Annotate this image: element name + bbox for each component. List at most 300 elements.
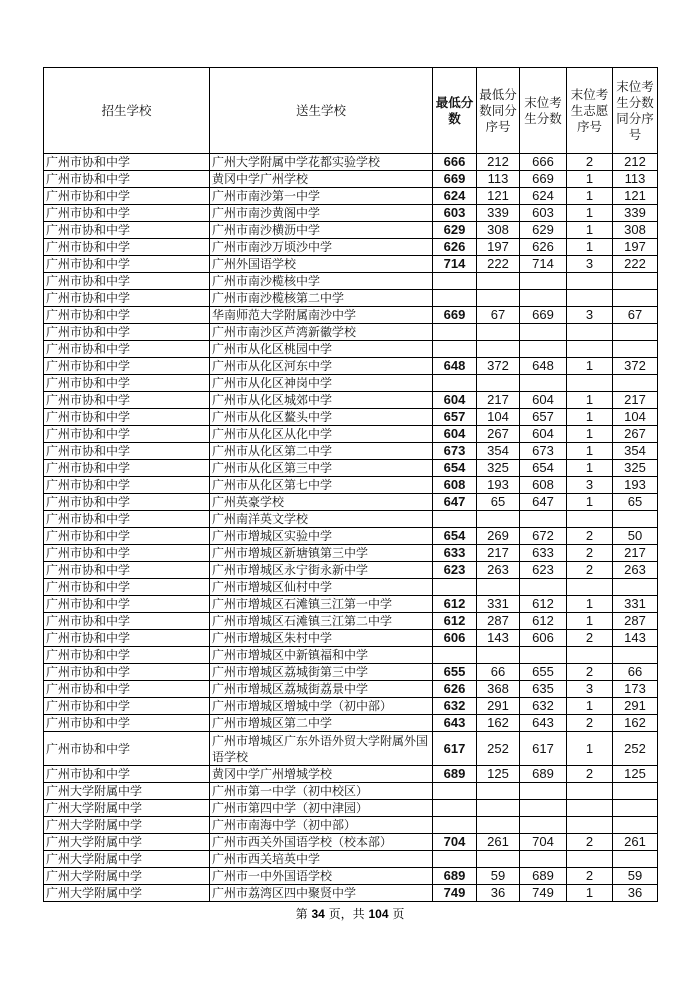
last-score xyxy=(520,579,567,596)
table-row xyxy=(44,443,658,460)
min-score: 749 xyxy=(433,885,477,902)
sending-school: 广州市增城区荔城街第三中学 xyxy=(210,664,433,681)
table-row xyxy=(44,375,658,392)
last-score: 666 xyxy=(520,154,567,171)
table-row xyxy=(44,307,658,324)
table-row xyxy=(44,596,658,613)
min-score: 669 xyxy=(433,171,477,188)
sending-school: 广州市从化区第七中学 xyxy=(210,477,433,494)
table-row xyxy=(44,681,658,698)
last-score: 606 xyxy=(520,630,567,647)
last-score-rank xyxy=(613,290,658,307)
sending-school: 广州市从化区河东中学 xyxy=(210,358,433,375)
min-score-rank: 36 xyxy=(477,885,520,902)
table-row xyxy=(44,154,658,171)
sending-school: 广州市增城区中新镇福和中学 xyxy=(210,647,433,664)
recruiting-school: 广州市协和中学 xyxy=(44,562,210,579)
min-score-rank: 331 xyxy=(477,596,520,613)
recruiting-school: 广州市协和中学 xyxy=(44,409,210,426)
recruiting-school: 广州市协和中学 xyxy=(44,630,210,647)
min-score xyxy=(433,273,477,290)
last-score-rank: 291 xyxy=(613,698,658,715)
min-score: 629 xyxy=(433,222,477,239)
sending-school: 广州市从化区从化中学 xyxy=(210,426,433,443)
last-score-rank: 143 xyxy=(613,630,658,647)
recruiting-school: 广州市协和中学 xyxy=(44,392,210,409)
column-header: 末位考生志愿序号 xyxy=(567,68,613,154)
last-choice-order: 2 xyxy=(567,154,613,171)
last-score: 604 xyxy=(520,392,567,409)
min-score-rank: 287 xyxy=(477,613,520,630)
sending-school: 广州市增城区新塘镇第三中学 xyxy=(210,545,433,562)
recruiting-school: 广州市协和中学 xyxy=(44,205,210,222)
min-score: 655 xyxy=(433,664,477,681)
sending-school: 广州市西关外国语学校（校本部） xyxy=(210,834,433,851)
table-row xyxy=(44,545,658,562)
table-row xyxy=(44,647,658,664)
table-row xyxy=(44,409,658,426)
min-score-rank: 354 xyxy=(477,443,520,460)
page-number: 34 xyxy=(311,907,325,921)
last-score-rank: 36 xyxy=(613,885,658,902)
last-choice-order: 1 xyxy=(567,239,613,256)
min-score-rank: 269 xyxy=(477,528,520,545)
last-score-rank: 331 xyxy=(613,596,658,613)
table-header xyxy=(44,68,658,154)
recruiting-school: 广州市协和中学 xyxy=(44,358,210,375)
last-choice-order: 2 xyxy=(567,545,613,562)
min-score: 626 xyxy=(433,239,477,256)
last-score-rank: 267 xyxy=(613,426,658,443)
table-row xyxy=(44,205,658,222)
table-row xyxy=(44,358,658,375)
recruiting-school: 广州市协和中学 xyxy=(44,222,210,239)
min-score: 612 xyxy=(433,596,477,613)
last-score-rank xyxy=(613,324,658,341)
last-score: 608 xyxy=(520,477,567,494)
min-score-rank: 222 xyxy=(477,256,520,273)
min-score-rank xyxy=(477,324,520,341)
min-score: 666 xyxy=(433,154,477,171)
table-row xyxy=(44,715,658,732)
page-footer xyxy=(0,905,700,922)
table-row xyxy=(44,528,658,545)
recruiting-school: 广州市协和中学 xyxy=(44,307,210,324)
table-row xyxy=(44,477,658,494)
last-score: 672 xyxy=(520,528,567,545)
last-score: 749 xyxy=(520,885,567,902)
sending-school: 华南师范大学附属南沙中学 xyxy=(210,307,433,324)
last-choice-order xyxy=(567,579,613,596)
last-score-rank: 261 xyxy=(613,834,658,851)
last-score xyxy=(520,375,567,392)
column-header: 末位考生分数 xyxy=(520,68,567,154)
min-score: 633 xyxy=(433,545,477,562)
sending-school: 广州市从化区桃园中学 xyxy=(210,341,433,358)
footer-text: 页 xyxy=(388,907,405,921)
sending-school: 黄冈中学广州学校 xyxy=(210,171,433,188)
last-score: 623 xyxy=(520,562,567,579)
sending-school: 广州南洋英文学校 xyxy=(210,511,433,528)
sending-school: 广州市从化区第二中学 xyxy=(210,443,433,460)
table-row xyxy=(44,171,658,188)
sending-school: 广州市增城区增城中学（初中部） xyxy=(210,698,433,715)
last-score-rank xyxy=(613,341,658,358)
last-choice-order: 1 xyxy=(567,732,613,766)
min-score-rank xyxy=(477,579,520,596)
last-score: 612 xyxy=(520,596,567,613)
min-score: 714 xyxy=(433,256,477,273)
table-row xyxy=(44,273,658,290)
min-score: 643 xyxy=(433,715,477,732)
recruiting-school: 广州大学附属中学 xyxy=(44,800,210,817)
table-row xyxy=(44,579,658,596)
sending-school: 广州市南沙横沥中学 xyxy=(210,222,433,239)
last-score-rank: 113 xyxy=(613,171,658,188)
min-score xyxy=(433,647,477,664)
last-choice-order: 1 xyxy=(567,460,613,477)
min-score-rank: 252 xyxy=(477,732,520,766)
last-score-rank: 339 xyxy=(613,205,658,222)
last-score xyxy=(520,341,567,358)
table-row xyxy=(44,817,658,834)
last-score-rank: 193 xyxy=(613,477,658,494)
last-score: 689 xyxy=(520,868,567,885)
sending-school: 广州市荔湾区四中聚贤中学 xyxy=(210,885,433,902)
min-score: 647 xyxy=(433,494,477,511)
recruiting-school: 广州市协和中学 xyxy=(44,443,210,460)
min-score-rank: 104 xyxy=(477,409,520,426)
last-score-rank: 325 xyxy=(613,460,658,477)
table-row xyxy=(44,800,658,817)
last-score: 604 xyxy=(520,426,567,443)
table-row xyxy=(44,426,658,443)
sending-school: 广州英豪学校 xyxy=(210,494,433,511)
last-score-rank: 372 xyxy=(613,358,658,375)
recruiting-school: 广州市协和中学 xyxy=(44,273,210,290)
min-score: 673 xyxy=(433,443,477,460)
min-score-rank: 197 xyxy=(477,239,520,256)
sending-school: 广州市增城区石滩镇三江第二中学 xyxy=(210,613,433,630)
last-choice-order xyxy=(567,273,613,290)
min-score-rank: 291 xyxy=(477,698,520,715)
recruiting-school: 广州市协和中学 xyxy=(44,154,210,171)
table-row xyxy=(44,783,658,800)
recruiting-school: 广州市协和中学 xyxy=(44,613,210,630)
last-choice-order xyxy=(567,783,613,800)
last-choice-order: 1 xyxy=(567,222,613,239)
table-row xyxy=(44,834,658,851)
recruiting-school: 广州大学附属中学 xyxy=(44,834,210,851)
recruiting-school: 广州市协和中学 xyxy=(44,477,210,494)
recruiting-school: 广州市协和中学 xyxy=(44,188,210,205)
last-score-rank: 217 xyxy=(613,392,658,409)
last-score-rank xyxy=(613,783,658,800)
min-score xyxy=(433,375,477,392)
last-score-rank: 354 xyxy=(613,443,658,460)
last-choice-order: 1 xyxy=(567,596,613,613)
last-score xyxy=(520,324,567,341)
last-score: 689 xyxy=(520,766,567,783)
last-score-rank xyxy=(613,647,658,664)
min-score-rank: 65 xyxy=(477,494,520,511)
min-score-rank: 267 xyxy=(477,426,520,443)
recruiting-school: 广州市协和中学 xyxy=(44,766,210,783)
min-score-rank: 121 xyxy=(477,188,520,205)
table-row xyxy=(44,698,658,715)
last-score-rank xyxy=(613,375,658,392)
min-score-rank: 261 xyxy=(477,834,520,851)
last-score: 617 xyxy=(520,732,567,766)
min-score: 606 xyxy=(433,630,477,647)
last-score-rank: 308 xyxy=(613,222,658,239)
min-score: 608 xyxy=(433,477,477,494)
min-score-rank: 162 xyxy=(477,715,520,732)
last-score-rank: 173 xyxy=(613,681,658,698)
min-score-rank xyxy=(477,273,520,290)
table-row xyxy=(44,766,658,783)
last-score: 704 xyxy=(520,834,567,851)
min-score xyxy=(433,817,477,834)
sending-school: 广州市从化区城郊中学 xyxy=(210,392,433,409)
min-score-rank: 339 xyxy=(477,205,520,222)
min-score-rank: 308 xyxy=(477,222,520,239)
last-score: 648 xyxy=(520,358,567,375)
last-choice-order: 1 xyxy=(567,443,613,460)
table-row xyxy=(44,256,658,273)
min-score: 632 xyxy=(433,698,477,715)
min-score: 623 xyxy=(433,562,477,579)
sending-school: 广州市增城区永宁街永新中学 xyxy=(210,562,433,579)
sending-school: 广州市第一中学（初中校区） xyxy=(210,783,433,800)
min-score-rank xyxy=(477,647,520,664)
last-choice-order xyxy=(567,817,613,834)
table-row xyxy=(44,324,658,341)
last-score-rank xyxy=(613,851,658,868)
sending-school: 广州市增城区实验中学 xyxy=(210,528,433,545)
min-score: 604 xyxy=(433,426,477,443)
last-score-rank: 212 xyxy=(613,154,658,171)
recruiting-school: 广州大学附属中学 xyxy=(44,783,210,800)
sending-school: 广州市增城区荔城街荔景中学 xyxy=(210,681,433,698)
min-score-rank: 67 xyxy=(477,307,520,324)
sending-school: 广州市南沙黄阁中学 xyxy=(210,205,433,222)
min-score: 617 xyxy=(433,732,477,766)
last-choice-order xyxy=(567,647,613,664)
recruiting-school: 广州大学附属中学 xyxy=(44,817,210,834)
last-score-rank xyxy=(613,579,658,596)
recruiting-school: 广州市协和中学 xyxy=(44,732,210,766)
sending-school: 广州市增城区石滩镇三江第一中学 xyxy=(210,596,433,613)
last-choice-order xyxy=(567,375,613,392)
table-row xyxy=(44,494,658,511)
last-choice-order: 2 xyxy=(567,562,613,579)
last-score-rank: 162 xyxy=(613,715,658,732)
last-score-rank xyxy=(613,817,658,834)
table-row xyxy=(44,392,658,409)
table-row xyxy=(44,290,658,307)
min-score-rank xyxy=(477,783,520,800)
last-score: 632 xyxy=(520,698,567,715)
recruiting-school: 广州市协和中学 xyxy=(44,256,210,273)
last-score: 654 xyxy=(520,460,567,477)
min-score: 648 xyxy=(433,358,477,375)
sending-school: 广州市南海中学（初中部） xyxy=(210,817,433,834)
last-choice-order: 1 xyxy=(567,205,613,222)
min-score: 612 xyxy=(433,613,477,630)
last-score-rank: 121 xyxy=(613,188,658,205)
last-choice-order: 2 xyxy=(567,630,613,647)
sending-school: 广州市增城区仙村中学 xyxy=(210,579,433,596)
last-choice-order: 3 xyxy=(567,256,613,273)
last-choice-order: 2 xyxy=(567,664,613,681)
last-choice-order xyxy=(567,511,613,528)
last-score xyxy=(520,800,567,817)
admission-table xyxy=(43,67,658,902)
last-choice-order: 1 xyxy=(567,392,613,409)
min-score-rank: 143 xyxy=(477,630,520,647)
min-score: 604 xyxy=(433,392,477,409)
last-choice-order: 3 xyxy=(567,307,613,324)
last-score-rank: 125 xyxy=(613,766,658,783)
last-score-rank: 287 xyxy=(613,613,658,630)
last-score xyxy=(520,511,567,528)
min-score xyxy=(433,511,477,528)
recruiting-school: 广州大学附属中学 xyxy=(44,868,210,885)
footer-text: 页，共 xyxy=(324,907,369,921)
last-choice-order: 1 xyxy=(567,358,613,375)
min-score-rank: 217 xyxy=(477,392,520,409)
last-score-rank xyxy=(613,511,658,528)
last-score-rank: 50 xyxy=(613,528,658,545)
last-choice-order: 2 xyxy=(567,868,613,885)
last-score-rank xyxy=(613,800,658,817)
table-row xyxy=(44,630,658,647)
min-score: 654 xyxy=(433,528,477,545)
last-score: 612 xyxy=(520,613,567,630)
last-score: 669 xyxy=(520,307,567,324)
table-row xyxy=(44,664,658,681)
min-score-rank xyxy=(477,290,520,307)
recruiting-school: 广州市协和中学 xyxy=(44,426,210,443)
last-score: 629 xyxy=(520,222,567,239)
table-row xyxy=(44,222,658,239)
sending-school: 广州市一中外国语学校 xyxy=(210,868,433,885)
last-score: 714 xyxy=(520,256,567,273)
min-score-rank: 59 xyxy=(477,868,520,885)
last-choice-order: 2 xyxy=(567,766,613,783)
min-score: 689 xyxy=(433,868,477,885)
last-score-rank: 197 xyxy=(613,239,658,256)
recruiting-school: 广州市协和中学 xyxy=(44,698,210,715)
recruiting-school: 广州市协和中学 xyxy=(44,715,210,732)
min-score-rank xyxy=(477,800,520,817)
recruiting-school: 广州市协和中学 xyxy=(44,647,210,664)
min-score-rank: 372 xyxy=(477,358,520,375)
min-score-rank: 368 xyxy=(477,681,520,698)
min-score xyxy=(433,290,477,307)
sending-school: 黄冈中学广州增城学校 xyxy=(210,766,433,783)
last-choice-order: 2 xyxy=(567,834,613,851)
column-header: 招生学校 xyxy=(44,68,210,154)
last-score: 633 xyxy=(520,545,567,562)
min-score-rank: 325 xyxy=(477,460,520,477)
last-score-rank: 59 xyxy=(613,868,658,885)
recruiting-school: 广州市协和中学 xyxy=(44,596,210,613)
last-choice-order: 2 xyxy=(567,528,613,545)
recruiting-school: 广州市协和中学 xyxy=(44,460,210,477)
recruiting-school: 广州市协和中学 xyxy=(44,494,210,511)
last-score: 635 xyxy=(520,681,567,698)
last-score xyxy=(520,647,567,664)
min-score xyxy=(433,783,477,800)
recruiting-school: 广州市协和中学 xyxy=(44,171,210,188)
recruiting-school: 广州市协和中学 xyxy=(44,239,210,256)
last-choice-order: 1 xyxy=(567,885,613,902)
min-score-rank: 217 xyxy=(477,545,520,562)
table-row xyxy=(44,239,658,256)
min-score-rank: 193 xyxy=(477,477,520,494)
min-score: 654 xyxy=(433,460,477,477)
min-score xyxy=(433,341,477,358)
min-score-rank: 113 xyxy=(477,171,520,188)
last-choice-order: 3 xyxy=(567,681,613,698)
recruiting-school: 广州市协和中学 xyxy=(44,290,210,307)
recruiting-school: 广州市协和中学 xyxy=(44,681,210,698)
last-score-rank: 252 xyxy=(613,732,658,766)
table-row xyxy=(44,732,658,766)
column-header: 末位考生分数同分序号 xyxy=(613,68,658,154)
last-choice-order: 1 xyxy=(567,409,613,426)
last-score-rank xyxy=(613,273,658,290)
last-score: 643 xyxy=(520,715,567,732)
last-choice-order: 3 xyxy=(567,477,613,494)
last-score-rank: 104 xyxy=(613,409,658,426)
sending-school: 广州市南沙榄核中学 xyxy=(210,273,433,290)
last-choice-order xyxy=(567,851,613,868)
sending-school: 广州外国语学校 xyxy=(210,256,433,273)
min-score xyxy=(433,851,477,868)
min-score-rank: 263 xyxy=(477,562,520,579)
table-row xyxy=(44,613,658,630)
min-score-rank: 212 xyxy=(477,154,520,171)
recruiting-school: 广州市协和中学 xyxy=(44,528,210,545)
recruiting-school: 广州市协和中学 xyxy=(44,511,210,528)
min-score-rank xyxy=(477,851,520,868)
last-score: 647 xyxy=(520,494,567,511)
last-choice-order: 1 xyxy=(567,698,613,715)
min-score-rank xyxy=(477,341,520,358)
sending-school: 广州大学附属中学花都实验学校 xyxy=(210,154,433,171)
last-score-rank: 65 xyxy=(613,494,658,511)
recruiting-school: 广州市协和中学 xyxy=(44,545,210,562)
min-score xyxy=(433,579,477,596)
table-row xyxy=(44,868,658,885)
last-score: 657 xyxy=(520,409,567,426)
column-header: 最低分数同分序号 xyxy=(477,68,520,154)
total-pages: 104 xyxy=(368,907,389,921)
recruiting-school: 广州市协和中学 xyxy=(44,664,210,681)
column-header: 最低分数 xyxy=(433,68,477,154)
sending-school: 广州市第四中学（初中津园） xyxy=(210,800,433,817)
last-score xyxy=(520,851,567,868)
last-choice-order: 1 xyxy=(567,613,613,630)
sending-school: 广州市增城区广东外语外贸大学附属外国语学校 xyxy=(210,732,433,766)
table-row xyxy=(44,188,658,205)
sending-school: 广州市从化区神岗中学 xyxy=(210,375,433,392)
column-header: 送生学校 xyxy=(210,68,433,154)
recruiting-school: 广州大学附属中学 xyxy=(44,885,210,902)
